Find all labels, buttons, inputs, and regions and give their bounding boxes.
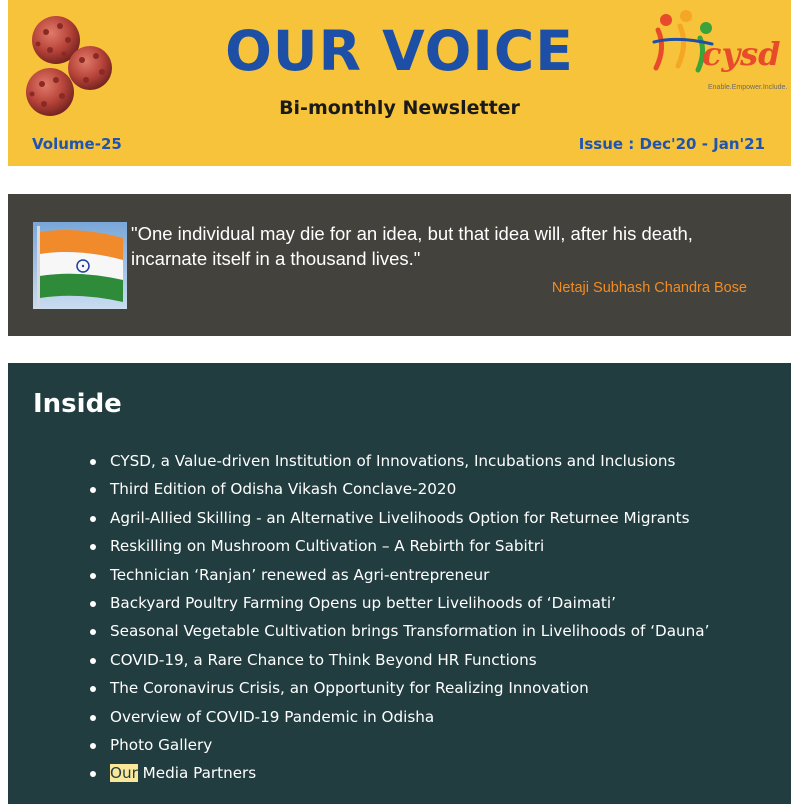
contents-item-media-partners[interactable] — [88, 759, 709, 787]
newsletter-subtitle: Bi-monthly Newsletter — [279, 97, 520, 119]
contents-item[interactable]: CYSD, a Value-driven Institution of Innovations, Incubations and Inclusions — [88, 447, 709, 475]
contents-list — [88, 447, 709, 788]
newsletter-title: OUR VOICE — [225, 19, 574, 83]
contents-item[interactable]: Agril-Allied Skilling - an Alternative Livelihoods Option for Returnee Migrants — [88, 504, 709, 532]
contents-item[interactable]: Third Edition of Odisha Vikash Conclave-2020 — [88, 475, 709, 503]
contents-item[interactable]: Photo Gallery — [88, 731, 709, 759]
quote-section — [8, 194, 791, 336]
contents-item[interactable]: Seasonal Vegetable Cultivation brings Transformation in Livelihoods of ‘Dauna’ — [88, 617, 709, 645]
logo-tagline: Enable.Empower.Include. — [708, 84, 788, 91]
cysd-logo — [648, 8, 788, 108]
contents-item-label: Media Partners — [137, 764, 257, 783]
contents-item[interactable]: Overview of COVID-19 Pandemic in Odisha — [88, 703, 709, 731]
quote-author: Netaji Subhash Chandra Bose — [551, 280, 747, 296]
quote-text: "One individual may die for an idea, but that idea will, after his death, incarnate itself in a thousand lives." — [131, 223, 693, 269]
highlighted-text: Our — [110, 764, 138, 783]
issue-label: Issue : Dec'20 - Jan'21 — [578, 135, 765, 153]
logo-text: cysd — [702, 35, 781, 73]
contents-item[interactable]: Backyard Poultry Farming Opens up better Livelihoods of ‘Daimati’ — [88, 589, 709, 617]
contents-item[interactable]: Reskilling on Mushroom Cultivation – A Rebirth for Sabitri — [88, 532, 709, 560]
indian-flag-icon — [33, 222, 127, 309]
contents-item[interactable]: Technician ‘Ranjan’ renewed as Agri-entrepreneur — [88, 561, 709, 589]
contents-item[interactable]: COVID-19, a Rare Chance to Think Beyond HR Functions — [88, 646, 709, 674]
inside-heading: Inside — [33, 389, 122, 419]
contents-item[interactable]: The Coronavirus Crisis, an Opportunity for Realizing Innovation — [88, 674, 709, 702]
newsletter-banner — [8, 0, 791, 166]
inside-contents-section — [8, 363, 791, 804]
volume-label: Volume-25 — [32, 135, 122, 153]
